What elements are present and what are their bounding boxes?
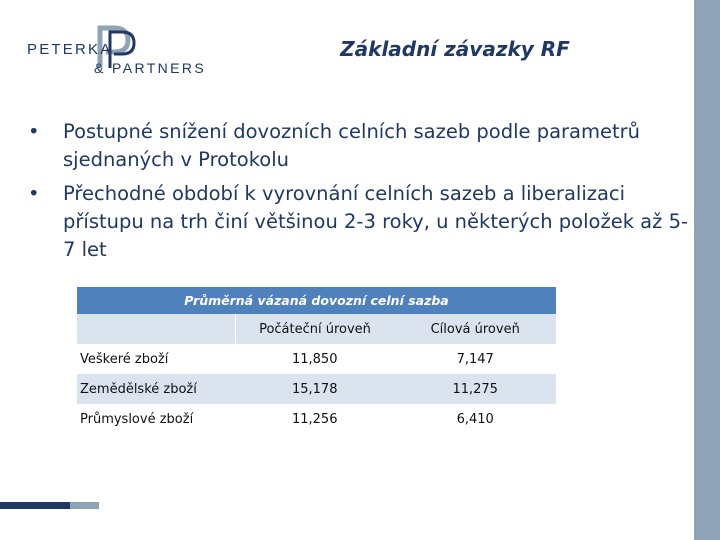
right-side-bar xyxy=(694,0,720,540)
header-cell-empty xyxy=(77,314,235,344)
table-header-row xyxy=(77,314,556,344)
header-cell-initial-level: Počáteční úroveň xyxy=(235,314,394,344)
row-label: Veškeré zboží xyxy=(80,351,169,367)
table-caption: Průměrná vázaná dovozní celní sazba xyxy=(77,287,556,314)
company-logo xyxy=(27,24,207,80)
bullet-text: Přechodné období k vyrovnání celních sazeb a liberalizaci přístupu na trh činí většinou 2-3 roky, u některých položek až 5-7 let xyxy=(63,182,689,261)
slide-title: Základní závazky RF xyxy=(340,37,570,61)
table-row xyxy=(77,374,556,404)
row-label: Průmyslové zboží xyxy=(80,411,194,427)
logo-text-peterka: PETERKA xyxy=(27,41,113,58)
initial-value: 11,850 xyxy=(291,351,338,367)
row-label: Zemědělské zboží xyxy=(77,374,235,404)
header-cell-target-level: Cílová úroveň xyxy=(394,314,556,344)
logo-text-partners: & PARTNERS xyxy=(94,60,207,76)
bullet-dot: • xyxy=(28,182,40,205)
footer-accent-bar-light xyxy=(70,502,99,509)
footer-accent-bar-dark xyxy=(0,502,70,509)
initial-value: 11,256 xyxy=(291,411,338,427)
bullet-item xyxy=(28,180,690,264)
bullet-dot: • xyxy=(28,120,40,143)
target-value: 6,410 xyxy=(456,411,494,427)
initial-value: 15,178 xyxy=(235,374,394,404)
target-value: 7,147 xyxy=(456,351,494,367)
table-row xyxy=(77,344,556,374)
bullet-list xyxy=(28,118,690,270)
bullet-item xyxy=(28,118,690,174)
tariff-rate-table xyxy=(77,287,556,434)
bullet-text: Postupné snížení dovozních celních sazeb podle parametrů sjednaných v Protokolu xyxy=(63,120,641,171)
target-value: 11,275 xyxy=(394,374,556,404)
table-row xyxy=(77,404,556,434)
